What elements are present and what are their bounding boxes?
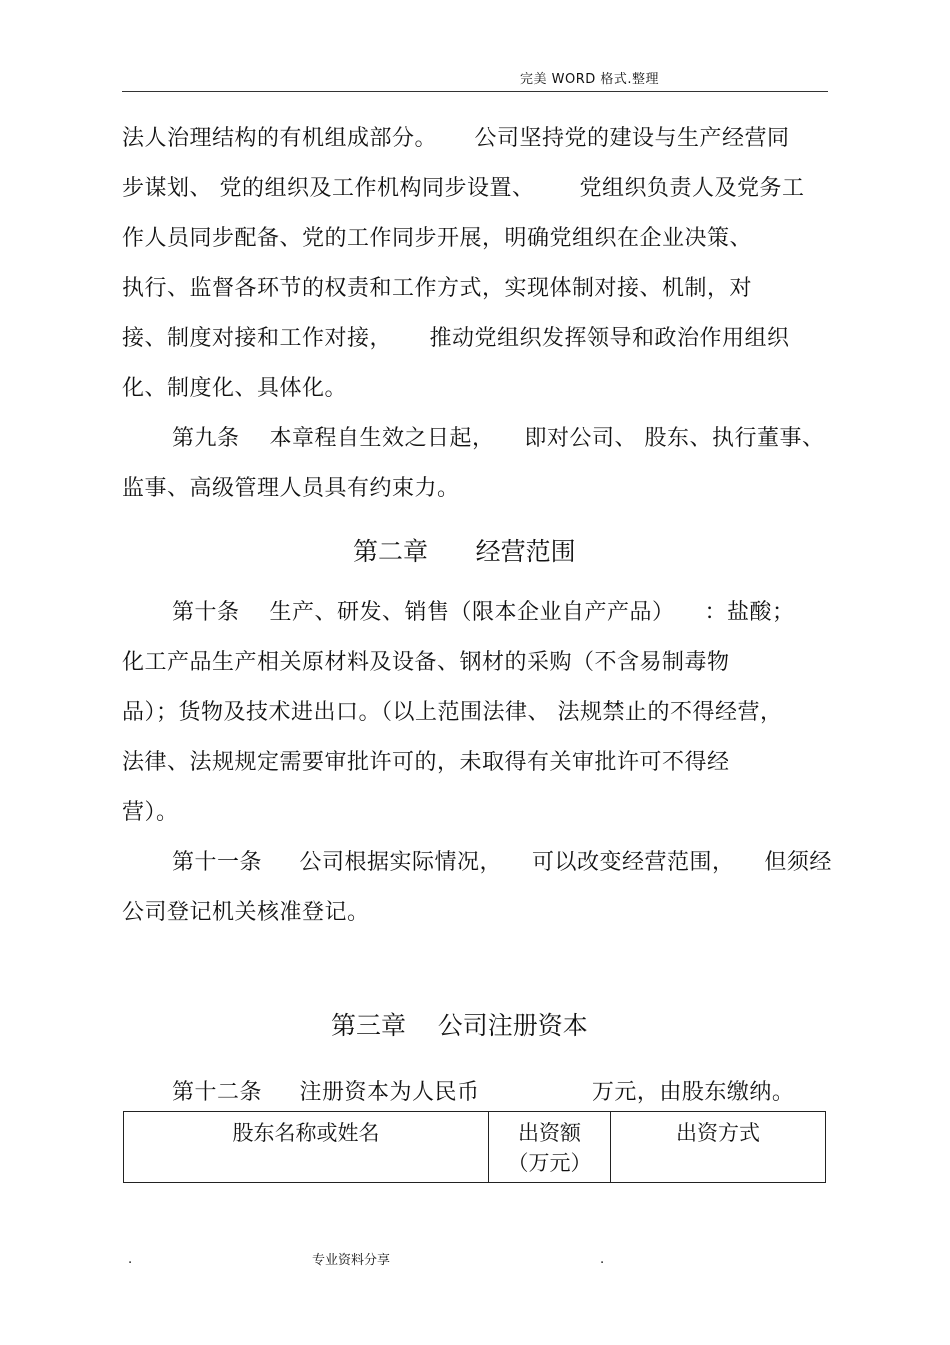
footer-text: 专业资料分享 [312,1253,391,1268]
body-line: 化工产品生产相关原材料及设备、钢材的采购（不含易制毒物 [122,650,730,675]
capital-table [123,1111,826,1183]
page-header [122,66,828,92]
body-line: 公司登记机关核准登记。 [122,900,370,925]
body-line: 营）。 [122,800,179,825]
article-11: 第十一条 公司根据实际情况， 可以改变经营范围， 但须经 [172,850,832,875]
column-header-method: 出资方式 [611,1112,826,1183]
article-9: 第九条 本章程自生效之日起， 即对公司、 股东、执行董事、 [172,426,825,451]
table-header-row [124,1112,826,1183]
body-line: 化、制度化、具体化。 [122,376,348,401]
chapter-3-heading: 第三章 公司注册资本 [331,1011,588,1040]
article-10: 第十条 生产、研发、销售（限本企业自产产品） ：盐酸； [172,600,795,625]
header-text: 完美 WORD 格式.整理 [520,72,660,87]
article-12: 第十二条 注册资本为人民币 万元，由股东缴纳。 [172,1080,795,1105]
chapter-2-heading: 第二章 经营范围 [353,537,576,566]
footer-left-dot: . [128,1252,133,1267]
body-line: 接、制度对接和工作对接， 推动党组织发挥领导和政治作用组织 [122,326,790,351]
column-header-shareholder: 股东名称或姓名 [124,1112,489,1183]
body-line: 法人治理结构的有机组成部分。 公司坚持党的建设与生产经营同 [122,126,790,151]
footer-right-dot: . [600,1252,605,1267]
body-line: 步谋划、 党的组织及工作机构同步设置、 党组织负责人及党务工 [122,176,805,201]
column-header-amount: 出资额 （万元） [489,1112,611,1183]
body-line: 品）；货物及技术进出口。（以上范围法律、 法规禁止的不得经营， [122,700,783,725]
body-line: 作人员同步配备、党的工作同步开展，明确党组织在企业决策、 [122,226,753,251]
body-line: 执行、监督各环节的权责和工作方式，实现体制对接、机制，对 [122,276,753,301]
body-line: 法律、法规规定需要审批许可的，未取得有关审批许可不得经 [122,750,730,775]
body-line: 监事、高级管理人员具有约束力。 [122,476,460,501]
